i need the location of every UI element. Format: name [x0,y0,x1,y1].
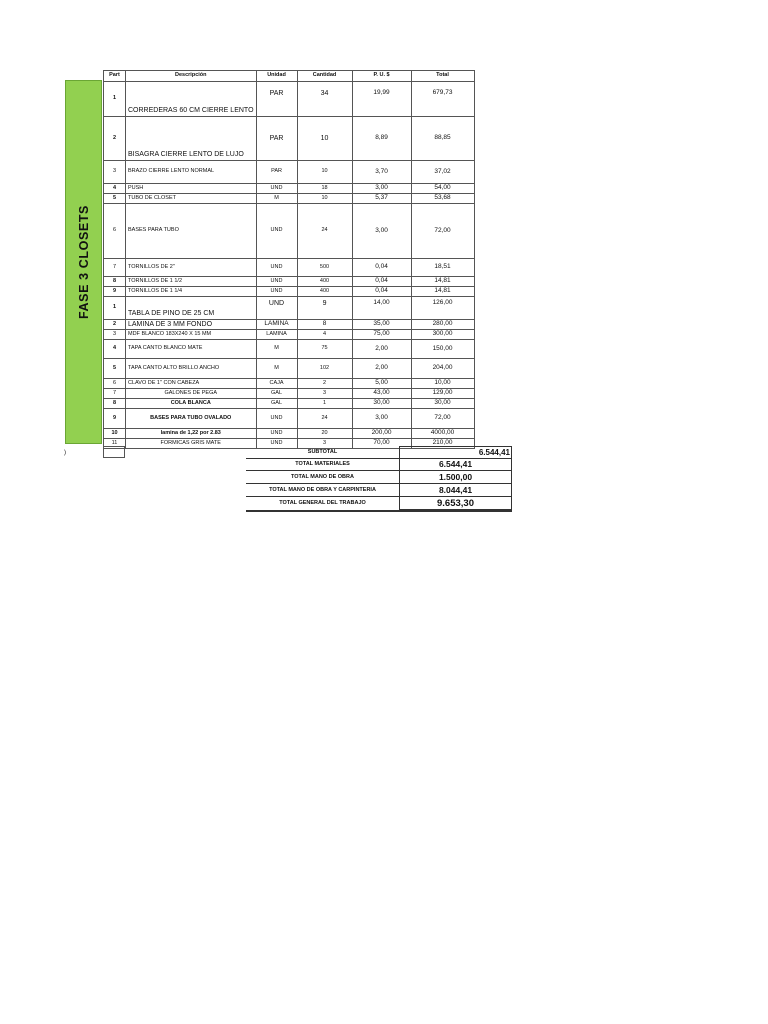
table-row [104,320,475,330]
cell-description: LAMINA DE 3 MM FONDO [126,320,257,330]
cell-part: 7 [104,389,126,399]
labor-carpentry-label: TOTAL MANO DE OBRA Y CARPINTERIA [269,486,376,493]
cell-description: MDF BLANCO 183X240 X 15 MM [126,330,257,340]
cell-part: 5 [104,194,126,204]
cell-part: 3 [104,330,126,340]
cell-qty: 24 [297,204,352,259]
grand-total-value: 9.653,30 [437,497,474,509]
cell-part: 1 [104,297,126,320]
table-row [104,287,475,297]
cell-description: PUSH [126,184,257,194]
cell-part: 3 [104,161,126,184]
cell-qty: 400 [297,287,352,297]
cell-qty: 10 [297,161,352,184]
cell-description: BASES PARA TUBO [126,204,257,259]
table-row [104,359,475,379]
cell-unit: UND [256,259,297,277]
table-row [104,330,475,340]
table-row [104,82,475,117]
cell-description: BRAZO CIERRE LENTO NORMAL [126,161,257,184]
cell-part: 6 [104,379,126,389]
cell-unit: GAL [256,399,297,409]
cell-total: 53,68 [411,194,474,204]
cell-unit: LAMINA [256,320,297,330]
cell-description: CORREDERAS 60 CM CIERRE LENTO [126,82,257,117]
table-row [104,277,475,287]
cell-qty: 18 [297,184,352,194]
cell-unit: M [256,340,297,359]
cell-total: 10,00 [411,379,474,389]
cell-qty: 34 [297,82,352,117]
table-row [104,389,475,399]
cell-qty: 8 [297,320,352,330]
cell-description: TAPA CANTO BLANCO MATE [126,340,257,359]
labor-label: TOTAL MANO DE OBRA [291,473,354,480]
cell-part: 6 [104,204,126,259]
subtotal-row [246,446,512,458]
cell-part: 2 [104,320,126,330]
cell-unit: UND [256,277,297,287]
materials-row [246,458,512,470]
cell-unit: UND [256,287,297,297]
cell-price: 3,00 [352,409,411,429]
cell-qty: 24 [297,409,352,429]
header-row [104,71,475,82]
cell-price: 19,99 [352,82,411,117]
cell-price: 200,00 [352,429,411,439]
cell-qty: 500 [297,259,352,277]
header-total: Total [411,71,474,82]
cell-description: BISAGRA CIERRE LENTO DE LUJO [126,117,257,161]
cell-unit: UND [256,409,297,429]
cell-qty: 102 [297,359,352,379]
cell-unit: UND [256,184,297,194]
cell-total: 54,00 [411,184,474,194]
cell-qty: 400 [297,277,352,287]
cell-qty: 10 [297,194,352,204]
subtotal-label: SUBTOTAL [307,449,338,455]
cell-part: 1 [104,82,126,117]
cell-qty: 3 [297,389,352,399]
cell-price: 2,00 [352,340,411,359]
cell-qty: 20 [297,429,352,439]
cell-unit: GAL [256,389,297,399]
cell-unit: PAR [256,161,297,184]
cell-qty: 2 [297,379,352,389]
header-part: Part [104,71,126,82]
phase-banner [65,80,102,444]
grand-total-row [246,496,512,510]
cell-total: 204,00 [411,359,474,379]
cell-total: 126,00 [411,297,474,320]
cell-unit: UND [256,439,297,449]
side-mark: ) [64,450,66,456]
cell-qty: 4 [297,330,352,340]
cell-part: 2 [104,117,126,161]
table-row [104,117,475,161]
labor-carpentry-value: 8.044,41 [438,484,473,495]
table-row [104,340,475,359]
table-row [104,429,475,439]
table-row [104,184,475,194]
cell-unit: M [256,359,297,379]
cell-price: 3,70 [352,161,411,184]
header-quantity: Cantidad [297,71,352,82]
cell-price: 70,00 [352,439,411,449]
labor-carpentry-row [246,483,512,496]
cell-price: 0,04 [352,277,411,287]
cell-total: 129,00 [411,389,474,399]
cell-total: 88,85 [411,117,474,161]
cell-price: 2,00 [352,359,411,379]
empty-cell [103,446,125,458]
header-unit-price: P. U. $ [352,71,411,82]
cell-part: 4 [104,184,126,194]
table-row [104,409,475,429]
subtotal-value: 6.544,41 [478,448,510,457]
cell-unit: CAJA [256,379,297,389]
cell-price: 0,04 [352,287,411,297]
grand-total-label: TOTAL GENERAL DEL TRABAJO [279,500,366,506]
header-description: Descripción [126,71,257,82]
header-unit: Unidad [256,71,297,82]
table-row [104,204,475,259]
cell-unit: PAR [256,117,297,161]
cell-description: TAPA CANTO ALTO BRILLO ANCHO [126,359,257,379]
cell-price: 8,89 [352,117,411,161]
cell-total: 4000,00 [411,429,474,439]
cell-description: TUBO DE CLOSET [126,194,257,204]
cell-description: FORMICAS GRIS MATE [126,439,257,449]
cell-description: TORNILLOS DE 2" [126,259,257,277]
cell-description: TABLA DE PINO DE 25 CM [126,297,257,320]
cell-total: 30,00 [411,399,474,409]
cell-qty: 1 [297,399,352,409]
cell-part: 4 [104,340,126,359]
cell-total: 280,00 [411,320,474,330]
cell-price: 35,00 [352,320,411,330]
cell-description: COLA BLANCA [126,399,257,409]
phase-label: FASE 3 CLOSETS [76,205,91,319]
cell-part: 7 [104,259,126,277]
labor-value: 1.500,00 [438,471,473,482]
cell-total: 72,00 [411,409,474,429]
cell-part: 10 [104,429,126,439]
materials-value: 6.544,41 [438,459,473,469]
labor-row [246,470,512,483]
table-row [104,399,475,409]
cell-description: lamina de 1,22 por 2.83 [126,429,257,439]
cell-total: 37,02 [411,161,474,184]
table-row [104,194,475,204]
cell-unit: UND [256,297,297,320]
cell-total: 18,51 [411,259,474,277]
table-row [104,379,475,389]
cell-price: 14,00 [352,297,411,320]
cell-price: 3,00 [352,204,411,259]
cell-description: CLAVO DE 1" CON CABEZA [126,379,257,389]
cell-description: BASES PARA TUBO OVALADO [126,409,257,429]
cell-total: 150,00 [411,340,474,359]
table-row [104,297,475,320]
cell-price: 0,04 [352,259,411,277]
cell-total: 679,73 [411,82,474,117]
cell-total: 72,00 [411,204,474,259]
cell-qty: 75 [297,340,352,359]
cell-unit: PAR [256,82,297,117]
cell-unit: M [256,194,297,204]
cell-total: 300,00 [411,330,474,340]
cell-price: 43,00 [352,389,411,399]
cell-price: 5,00 [352,379,411,389]
cell-description: GALONES DE PEGA [126,389,257,399]
cell-price: 30,00 [352,399,411,409]
cell-price: 5,37 [352,194,411,204]
cell-part: 8 [104,399,126,409]
cell-total: 14,81 [411,277,474,287]
materials-table [103,70,475,449]
summary-divider [246,510,512,512]
cell-part: 5 [104,359,126,379]
materials-label: TOTAL MATERIALES [295,461,350,467]
cell-part: 8 [104,277,126,287]
table-row [104,161,475,184]
cell-unit: UND [256,429,297,439]
cell-description: TORNILLOS DE 1 1/4 [126,287,257,297]
table-row [104,259,475,277]
cell-total: 210,00 [411,439,474,449]
cell-part: 9 [104,287,126,297]
cell-unit: LAMINA [256,330,297,340]
cell-unit: UND [256,204,297,259]
cell-qty: 10 [297,117,352,161]
cell-qty: 9 [297,297,352,320]
cell-description: TORNILLOS DE 1 1/2 [126,277,257,287]
cell-price: 75,00 [352,330,411,340]
cell-part: 9 [104,409,126,429]
cell-price: 3,00 [352,184,411,194]
cell-qty: 3 [297,439,352,449]
cell-total: 14,81 [411,287,474,297]
cell-part: 11 [104,439,126,449]
